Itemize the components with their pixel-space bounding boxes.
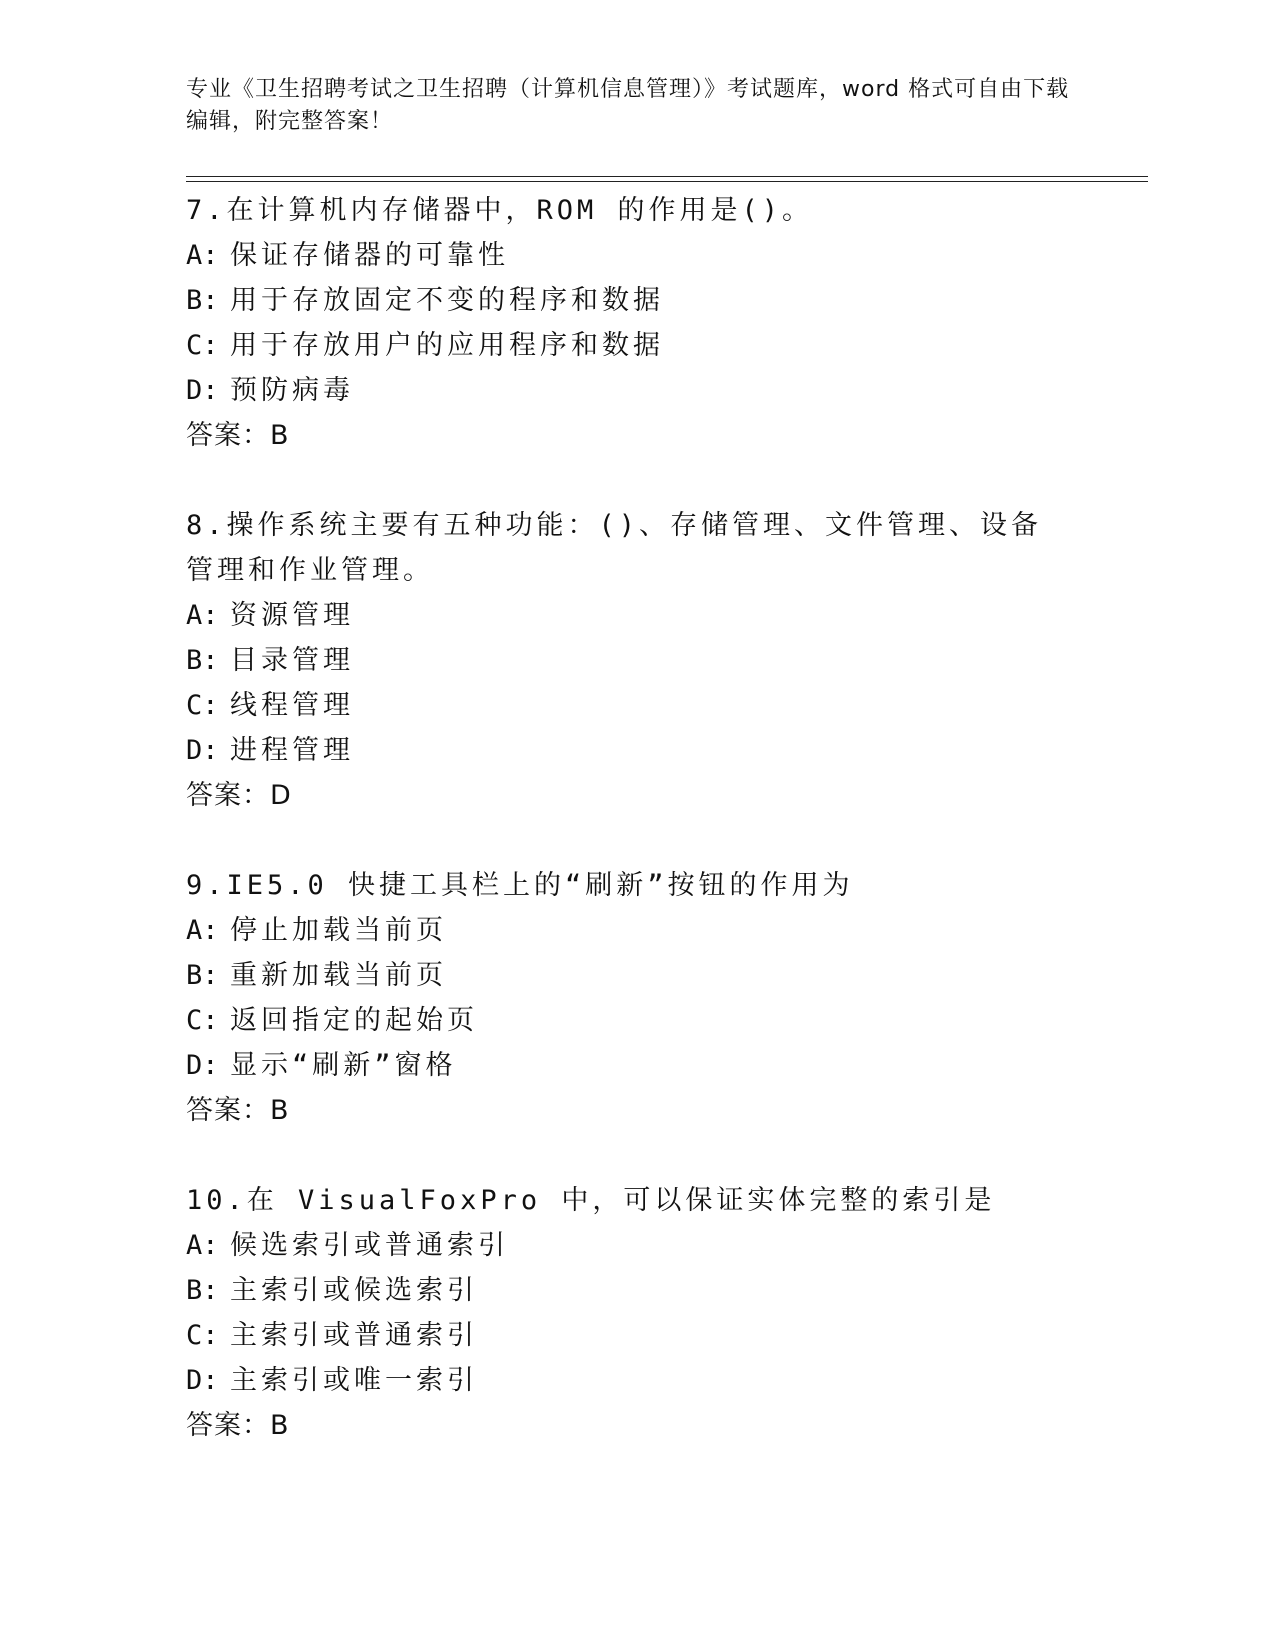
option-text: 候选索引或普通索引 [230, 1230, 509, 1261]
question-7 [186, 188, 1066, 458]
option-b [186, 1268, 1066, 1313]
option-a [186, 233, 1066, 278]
option-label: C: [186, 690, 219, 721]
option-b [186, 953, 1066, 998]
question-list [186, 188, 1066, 1493]
option-text: 资源管理 [230, 600, 354, 631]
option-label: C: [186, 1005, 219, 1036]
option-d [186, 1358, 1066, 1403]
option-c [186, 1313, 1066, 1358]
option-text: 主索引或候选索引 [230, 1275, 478, 1306]
question-10 [186, 1178, 1066, 1448]
option-text: 保证存储器的可靠性 [230, 240, 509, 271]
option-label: D: [186, 375, 219, 406]
option-text: 用于存放固定不变的程序和数据 [230, 285, 664, 316]
option-label: A: [186, 915, 219, 946]
option-label: B: [186, 645, 219, 676]
question-8 [186, 503, 1066, 818]
option-b [186, 638, 1066, 683]
option-c [186, 683, 1066, 728]
option-label: D: [186, 1050, 219, 1081]
option-text: 返回指定的起始页 [230, 1005, 478, 1036]
option-label: C: [186, 1320, 219, 1351]
option-d [186, 368, 1066, 413]
option-c [186, 998, 1066, 1043]
question-9 [186, 863, 1066, 1133]
option-d [186, 1043, 1066, 1088]
option-text: 进程管理 [230, 735, 354, 766]
option-text: 重新加载当前页 [230, 960, 447, 991]
question-stem: 8.操作系统主要有五种功能：()、存储管理、文件管理、设备管理和作业管理。 [186, 510, 1043, 586]
option-text: 线程管理 [230, 690, 354, 721]
answer: 答案：B [186, 1095, 290, 1126]
option-c [186, 323, 1066, 368]
option-text: 预防病毒 [230, 375, 354, 406]
option-text: 用于存放用户的应用程序和数据 [230, 330, 664, 361]
question-stem: 7.在计算机内存储器中，ROM 的作用是()。 [186, 195, 814, 226]
option-text: 停止加载当前页 [230, 915, 447, 946]
option-label: B: [186, 960, 219, 991]
answer: 答案：B [186, 1410, 290, 1441]
option-d [186, 728, 1066, 773]
option-text: 主索引或唯一索引 [230, 1365, 478, 1396]
answer: 答案：D [186, 780, 292, 811]
option-label: C: [186, 330, 219, 361]
option-label: A: [186, 240, 219, 271]
option-label: A: [186, 600, 219, 631]
answer: 答案：B [186, 420, 290, 451]
document-header: 专业《卫生招聘考试之卫生招聘（计算机信息管理）》考试题库，word 格式可自由下载编辑，附完整答案！ [186, 77, 1070, 134]
question-stem: 9.IE5.0 快捷工具栏上的“刷新”按钮的作用为 [186, 870, 854, 901]
option-a [186, 1223, 1066, 1268]
option-b [186, 278, 1066, 323]
question-stem: 10.在 VisualFoxPro 中，可以保证实体完整的索引是 [186, 1185, 996, 1216]
option-a [186, 908, 1066, 953]
option-a [186, 593, 1066, 638]
option-label: D: [186, 1365, 219, 1396]
header-divider [186, 176, 1148, 182]
option-label: A: [186, 1230, 219, 1261]
option-label: B: [186, 1275, 219, 1306]
option-text: 显示“刷新”窗格 [230, 1050, 457, 1081]
option-label: B: [186, 285, 219, 316]
option-text: 目录管理 [230, 645, 354, 676]
option-text: 主索引或普通索引 [230, 1320, 478, 1351]
option-label: D: [186, 735, 219, 766]
